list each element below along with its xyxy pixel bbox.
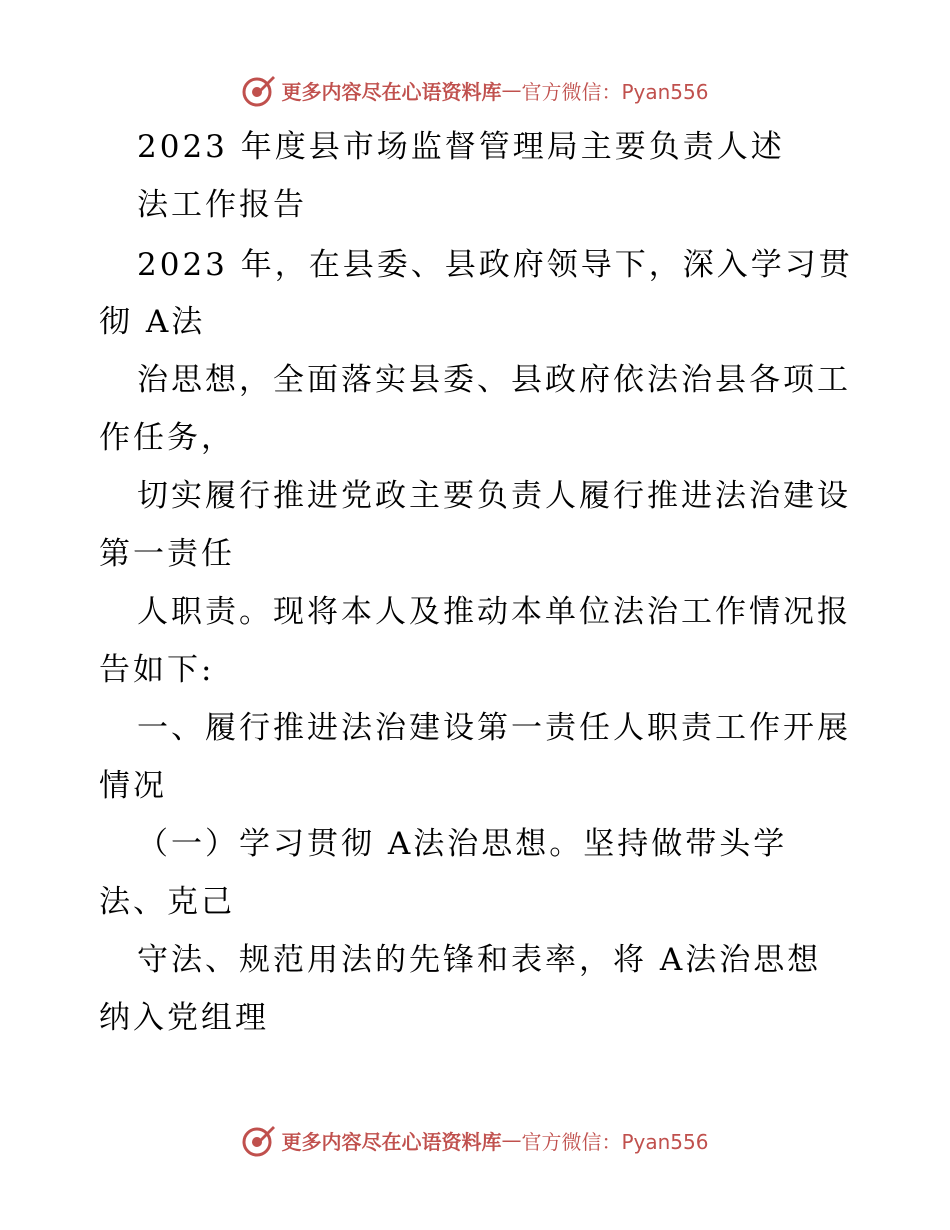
doc-paragraph-line: 第一责任 <box>99 536 235 572</box>
doc-paragraph-line: 纳入党组理 <box>99 1000 269 1036</box>
footer-banner-wechat-text: 官方微信：Pyan556 <box>521 1129 709 1154</box>
doc-paragraph-line: 彻 A法 <box>99 304 206 340</box>
footer-watermark-banner <box>0 1120 950 1160</box>
doc-subsection-heading: （一）学习贯彻 A法治思想。坚持做带头学 <box>137 826 788 862</box>
footer-banner-site-text: 更多内容尽在心语资料库 <box>281 1129 502 1154</box>
quill-logo-icon <box>241 1122 277 1158</box>
doc-paragraph-line: 作任务， <box>99 420 235 456</box>
doc-paragraph-line: 人职责。现将本人及推动本单位法治工作情况报 <box>137 594 851 630</box>
doc-paragraph-line: 法、克己 <box>99 884 235 920</box>
doc-section-heading: 一、履行推进法治建设第一责任人职责工作开展 <box>137 710 851 746</box>
doc-paragraph-line: 切实履行推进党政主要负责人履行推进法治建设 <box>137 478 851 514</box>
doc-paragraph-line: 守法、规范用法的先锋和表率，将 A法治思想 <box>137 942 822 978</box>
doc-title-line-1: 2023 年度县市场监督管理局主要负责人述 <box>137 129 785 165</box>
footer-banner-dash: — <box>501 1128 522 1152</box>
doc-paragraph-line: 告如下: <box>99 652 215 688</box>
header-banner-site-text: 更多内容尽在心语资料库 <box>281 79 502 104</box>
doc-title-line-2: 法工作报告 <box>137 187 307 223</box>
doc-paragraph-line: 2023 年，在县委、县政府领导下，深入学习贯 <box>137 247 853 283</box>
header-banner-dash: — <box>501 78 522 102</box>
doc-paragraph-line: 治思想，全面落实县委、县政府依法治县各项工 <box>137 362 851 398</box>
header-banner-wechat-text: 官方微信：Pyan556 <box>521 79 709 104</box>
doc-section-heading-cont: 情况 <box>99 768 167 804</box>
